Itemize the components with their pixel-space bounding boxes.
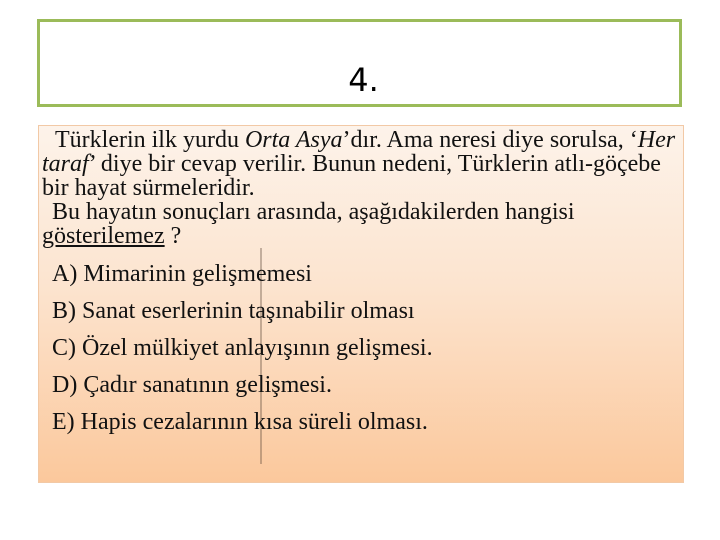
- q1-text-b: Orta Asya: [244, 127, 343, 153]
- question-paragraph-2: [42, 200, 682, 248]
- q2-text-a: Bu hayatın sonuçları arasında, aşağıdakilerden hangisi: [52, 199, 575, 225]
- q1-text-c: ’dır. Ama neresi diye sorulsa, ‘: [342, 127, 638, 153]
- q2-text-b: gösterilemez: [42, 223, 165, 249]
- slide-number-text: 4.: [348, 61, 379, 99]
- q2-text-c: ?: [164, 223, 182, 249]
- title-box: [37, 19, 682, 107]
- q1-text-d: Her taraf: [42, 127, 676, 177]
- option-b[interactable]: B) Sanat eserlerinin taşınabilir olması: [52, 298, 415, 324]
- answer-options: [42, 256, 682, 441]
- q1-text-a: Türklerin ilk yurdu: [55, 127, 245, 153]
- q1-text-e: ’ diye bir cevap verilir. Bunun nedeni, Türklerin atlı-göçebe bir hayat sürmeleridir.: [42, 151, 661, 201]
- question-text-block: [42, 128, 682, 441]
- question-paragraph-1: [42, 128, 682, 200]
- option-a[interactable]: A) Mimarinin gelişmemesi: [52, 261, 312, 287]
- option-c[interactable]: C) Özel mülkiyet anlayışının gelişmesi.: [52, 335, 433, 361]
- option-d[interactable]: D) Çadır sanatının gelişmesi.: [52, 372, 332, 398]
- slide-number: [40, 61, 679, 99]
- option-e[interactable]: E) Hapis cezalarının kısa süreli olması.: [52, 409, 428, 435]
